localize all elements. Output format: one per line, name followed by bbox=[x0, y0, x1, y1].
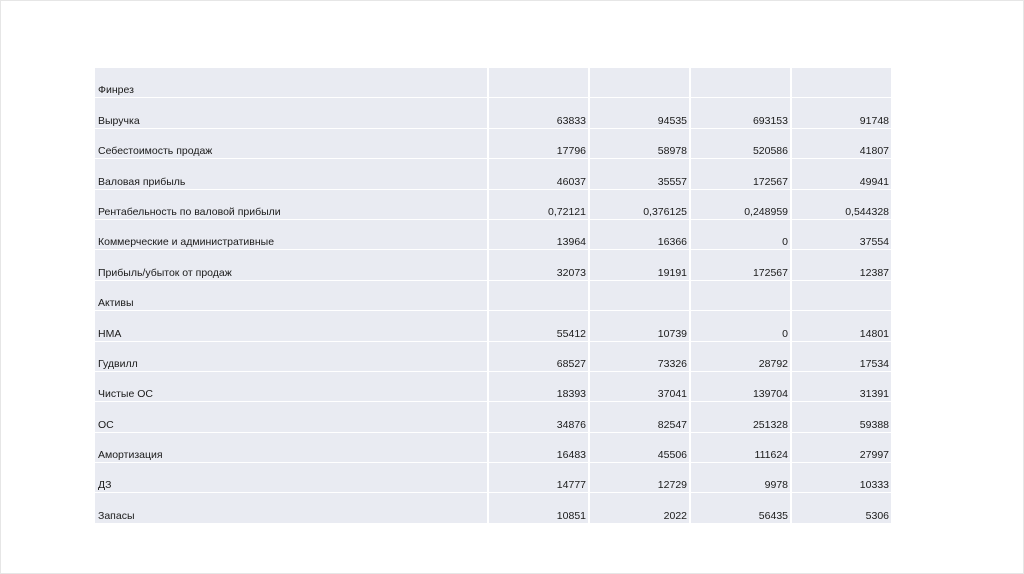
row-label-cell: Прибыль/убыток от продаж bbox=[95, 250, 487, 279]
value-cell bbox=[691, 68, 790, 97]
value-cell: 34876 bbox=[489, 402, 588, 431]
value-cell: 17796 bbox=[489, 129, 588, 158]
value-cell: 0,544328 bbox=[792, 190, 891, 219]
row-label-cell: Финрез bbox=[95, 68, 487, 97]
financial-table-body bbox=[95, 68, 891, 523]
value-cell: 94535 bbox=[590, 98, 689, 127]
table-row bbox=[95, 250, 891, 279]
value-cell: 111624 bbox=[691, 433, 790, 462]
value-cell: 12729 bbox=[590, 463, 689, 492]
row-label-cell: НМА bbox=[95, 311, 487, 340]
value-cell: 12387 bbox=[792, 250, 891, 279]
row-label-cell: Себестоимость продаж bbox=[95, 129, 487, 158]
value-cell: 41807 bbox=[792, 129, 891, 158]
value-cell: 37554 bbox=[792, 220, 891, 249]
value-cell: 251328 bbox=[691, 402, 790, 431]
row-label-cell: Гудвилл bbox=[95, 342, 487, 371]
value-cell: 31391 bbox=[792, 372, 891, 401]
value-cell: 55412 bbox=[489, 311, 588, 340]
value-cell: 10851 bbox=[489, 493, 588, 522]
row-label-cell: Валовая прибыль bbox=[95, 159, 487, 188]
table-row bbox=[95, 190, 891, 219]
value-cell: 0 bbox=[691, 220, 790, 249]
row-label-cell: Рентабельность по валовой прибыли bbox=[95, 190, 487, 219]
value-cell bbox=[792, 281, 891, 310]
value-cell: 17534 bbox=[792, 342, 891, 371]
table-row bbox=[95, 342, 891, 371]
table-row bbox=[95, 311, 891, 340]
value-cell: 18393 bbox=[489, 372, 588, 401]
value-cell: 16483 bbox=[489, 433, 588, 462]
value-cell: 172567 bbox=[691, 159, 790, 188]
value-cell: 91748 bbox=[792, 98, 891, 127]
value-cell: 27997 bbox=[792, 433, 891, 462]
table-row bbox=[95, 129, 891, 158]
value-cell: 5306 bbox=[792, 493, 891, 522]
value-cell: 0,72121 bbox=[489, 190, 588, 219]
table-row bbox=[95, 281, 891, 310]
table-row bbox=[95, 159, 891, 188]
value-cell: 49941 bbox=[792, 159, 891, 188]
value-cell: 10739 bbox=[590, 311, 689, 340]
value-cell: 0,248959 bbox=[691, 190, 790, 219]
table-row bbox=[95, 463, 891, 492]
table-row bbox=[95, 220, 891, 249]
value-cell: 68527 bbox=[489, 342, 588, 371]
row-label-cell: Запасы bbox=[95, 493, 487, 522]
value-cell: 37041 bbox=[590, 372, 689, 401]
row-label-cell: Амортизация bbox=[95, 433, 487, 462]
value-cell: 35557 bbox=[590, 159, 689, 188]
table-row bbox=[95, 402, 891, 431]
value-cell: 139704 bbox=[691, 372, 790, 401]
row-label-cell: ДЗ bbox=[95, 463, 487, 492]
value-cell: 59388 bbox=[792, 402, 891, 431]
value-cell: 10333 bbox=[792, 463, 891, 492]
value-cell: 520586 bbox=[691, 129, 790, 158]
value-cell: 14801 bbox=[792, 311, 891, 340]
table-row bbox=[95, 68, 891, 97]
value-cell: 45506 bbox=[590, 433, 689, 462]
table-row bbox=[95, 433, 891, 462]
value-cell: 46037 bbox=[489, 159, 588, 188]
value-cell bbox=[691, 281, 790, 310]
table-row bbox=[95, 98, 891, 127]
value-cell: 9978 bbox=[691, 463, 790, 492]
value-cell: 0 bbox=[691, 311, 790, 340]
row-label-cell: Выручка bbox=[95, 98, 487, 127]
value-cell: 19191 bbox=[590, 250, 689, 279]
table-row bbox=[95, 372, 891, 401]
value-cell: 58978 bbox=[590, 129, 689, 158]
value-cell: 63833 bbox=[489, 98, 588, 127]
value-cell: 28792 bbox=[691, 342, 790, 371]
value-cell: 82547 bbox=[590, 402, 689, 431]
row-label-cell: ОС bbox=[95, 402, 487, 431]
row-label-cell: Коммерческие и административные bbox=[95, 220, 487, 249]
value-cell bbox=[590, 68, 689, 97]
value-cell: 32073 bbox=[489, 250, 588, 279]
value-cell: 56435 bbox=[691, 493, 790, 522]
value-cell: 13964 bbox=[489, 220, 588, 249]
value-cell: 16366 bbox=[590, 220, 689, 249]
value-cell: 0,376125 bbox=[590, 190, 689, 219]
value-cell bbox=[489, 281, 588, 310]
row-label-cell: Активы bbox=[95, 281, 487, 310]
value-cell bbox=[792, 68, 891, 97]
row-label-cell: Чистые ОС bbox=[95, 372, 487, 401]
value-cell: 14777 bbox=[489, 463, 588, 492]
table-row bbox=[95, 493, 891, 522]
financial-table bbox=[93, 67, 893, 524]
value-cell: 172567 bbox=[691, 250, 790, 279]
value-cell: 693153 bbox=[691, 98, 790, 127]
value-cell: 73326 bbox=[590, 342, 689, 371]
value-cell: 2022 bbox=[590, 493, 689, 522]
value-cell bbox=[489, 68, 588, 97]
value-cell bbox=[590, 281, 689, 310]
